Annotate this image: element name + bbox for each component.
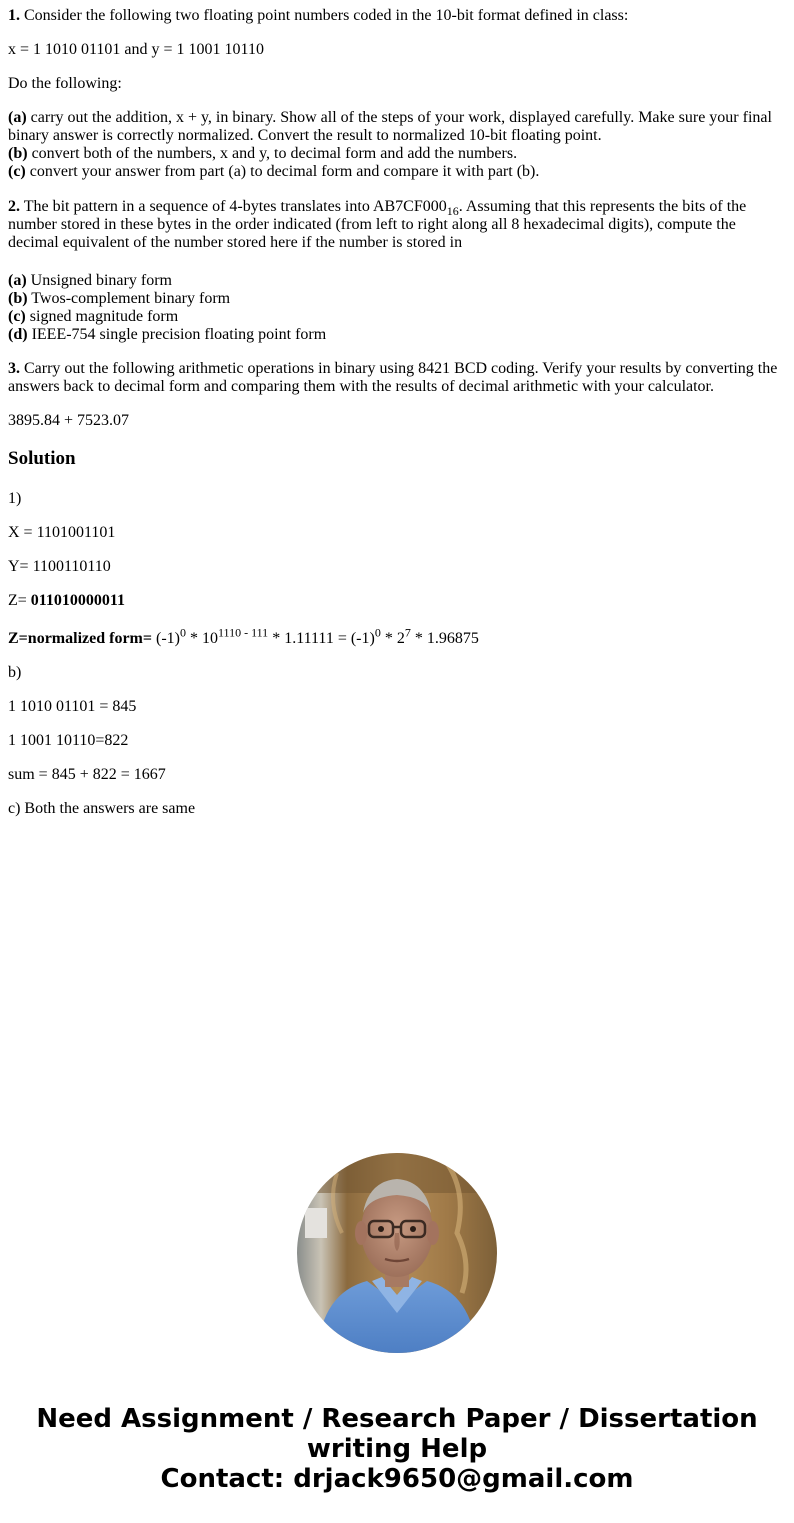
- norm-sup-2: 1110 - 111: [217, 625, 269, 640]
- question-2-text-post: . Assuming that this represents the bits of the number stored in these bytes in the order indicated (from left to right along all 8 hexadecimal digits), compute the decimal equivalent of the number stored here if the number is stored in: [8, 198, 747, 251]
- part-c-text: convert your answer from part (a) to decimal form and compare it with part (b).: [25, 163, 540, 180]
- solution-y-binary: Y= 1100110110: [8, 558, 111, 575]
- part-d-text: IEEE-754 single precision floating point form: [27, 326, 327, 343]
- norm-part-2: * 10: [185, 630, 218, 647]
- hex-subscript: 16: [446, 204, 459, 219]
- question-2-number: 2.: [8, 198, 20, 215]
- solution-x-decimal: 1 1010 01101 = 845: [8, 698, 137, 715]
- solution-part-c: c) Both the answers are same: [8, 800, 196, 817]
- norm-part-3: * 1.11111 = (-1): [268, 630, 375, 647]
- question-2-parts: [8, 272, 326, 344]
- solution-normalized-form: [8, 625, 479, 648]
- part-b-text: Twos-complement binary form: [27, 290, 231, 307]
- solution-x-binary: X = 1101001101: [8, 524, 116, 541]
- question-1-part-b: [8, 145, 786, 163]
- solution-part-1-label: 1): [8, 490, 22, 507]
- question-3-text: Carry out the following arithmetic operations in binary using 8421 BCD coding. Verify your results by converting the answers back to decimal form and comparing them with the results of decimal arithmetic with your calculator.: [8, 360, 778, 395]
- part-b-label: (b): [8, 290, 28, 307]
- norm-part-5: * 1.96875: [410, 630, 479, 647]
- question-1-instruction: Do the following:: [8, 75, 122, 92]
- question-3-number: 3.: [8, 360, 20, 377]
- question-1-numbers: x = 1 1010 01101 and y = 1 1001 10110: [8, 41, 264, 58]
- solution-z-binary: [8, 592, 125, 610]
- solution-y-decimal: 1 1001 10110=822: [8, 732, 129, 749]
- part-a-label: (a): [8, 272, 27, 289]
- question-1-text: Consider the following two floating point numbers coded in the 10-bit format defined in class:: [20, 7, 629, 24]
- solution-sum: sum = 845 + 822 = 1667: [8, 766, 166, 783]
- normalized-label: Z=normalized form=: [8, 630, 152, 647]
- part-a-label: (a): [8, 109, 27, 126]
- z-prefix: Z=: [8, 592, 31, 609]
- footer-contact: Contact: drjack9650@gmail.com: [160, 1464, 634, 1494]
- question-3-expression: 3895.84 + 7523.07: [8, 412, 130, 429]
- part-b-label: (b): [8, 145, 28, 162]
- question-2-part-a: [8, 272, 326, 290]
- question-2-prompt: [8, 198, 786, 252]
- question-1-parts: [8, 109, 786, 181]
- question-2-part-d: [8, 326, 326, 344]
- z-value: 011010000011: [30, 592, 126, 609]
- question-2-text-pre: The bit pattern in a sequence of 4-bytes translates into AB7CF000: [20, 198, 447, 215]
- footer-line-2: writing Help: [306, 1434, 488, 1464]
- norm-part-1: (-1): [151, 630, 180, 647]
- part-a-text: carry out the addition, x + y, in binary. Show all of the steps of your work, displayed carefully. Make sure your final binary answer is correctly normalized. Convert the result to normalized 10-bit floating point.: [8, 109, 772, 144]
- part-c-label: (c): [8, 163, 26, 180]
- part-a-text: Unsigned binary form: [26, 272, 172, 289]
- question-2-part-c: [8, 308, 326, 326]
- footer-banner: [0, 1404, 794, 1494]
- norm-part-4: * 2: [380, 630, 405, 647]
- solution-part-b-label: b): [8, 664, 22, 681]
- question-1-part-a: [8, 109, 786, 145]
- part-c-text: signed magnitude form: [25, 308, 179, 325]
- question-1-part-c: [8, 163, 786, 181]
- question-2-part-b: [8, 290, 326, 308]
- solution-heading: Solution: [8, 448, 76, 469]
- norm-sup-3: 0: [374, 625, 381, 640]
- part-b-text: convert both of the numbers, x and y, to decimal form and add the numbers.: [27, 145, 518, 162]
- question-1-number: 1.: [8, 7, 20, 24]
- footer-line-1: Need Assignment / Research Paper / Dissertation: [36, 1404, 758, 1434]
- question-3-prompt: [8, 360, 786, 396]
- question-1-prompt: [8, 7, 628, 25]
- norm-sup-1: 0: [179, 625, 186, 640]
- author-photo: [297, 1153, 497, 1353]
- author-avatar: [297, 1153, 497, 1353]
- part-c-label: (c): [8, 308, 26, 325]
- part-d-label: (d): [8, 326, 28, 343]
- norm-sup-4: 7: [404, 625, 411, 640]
